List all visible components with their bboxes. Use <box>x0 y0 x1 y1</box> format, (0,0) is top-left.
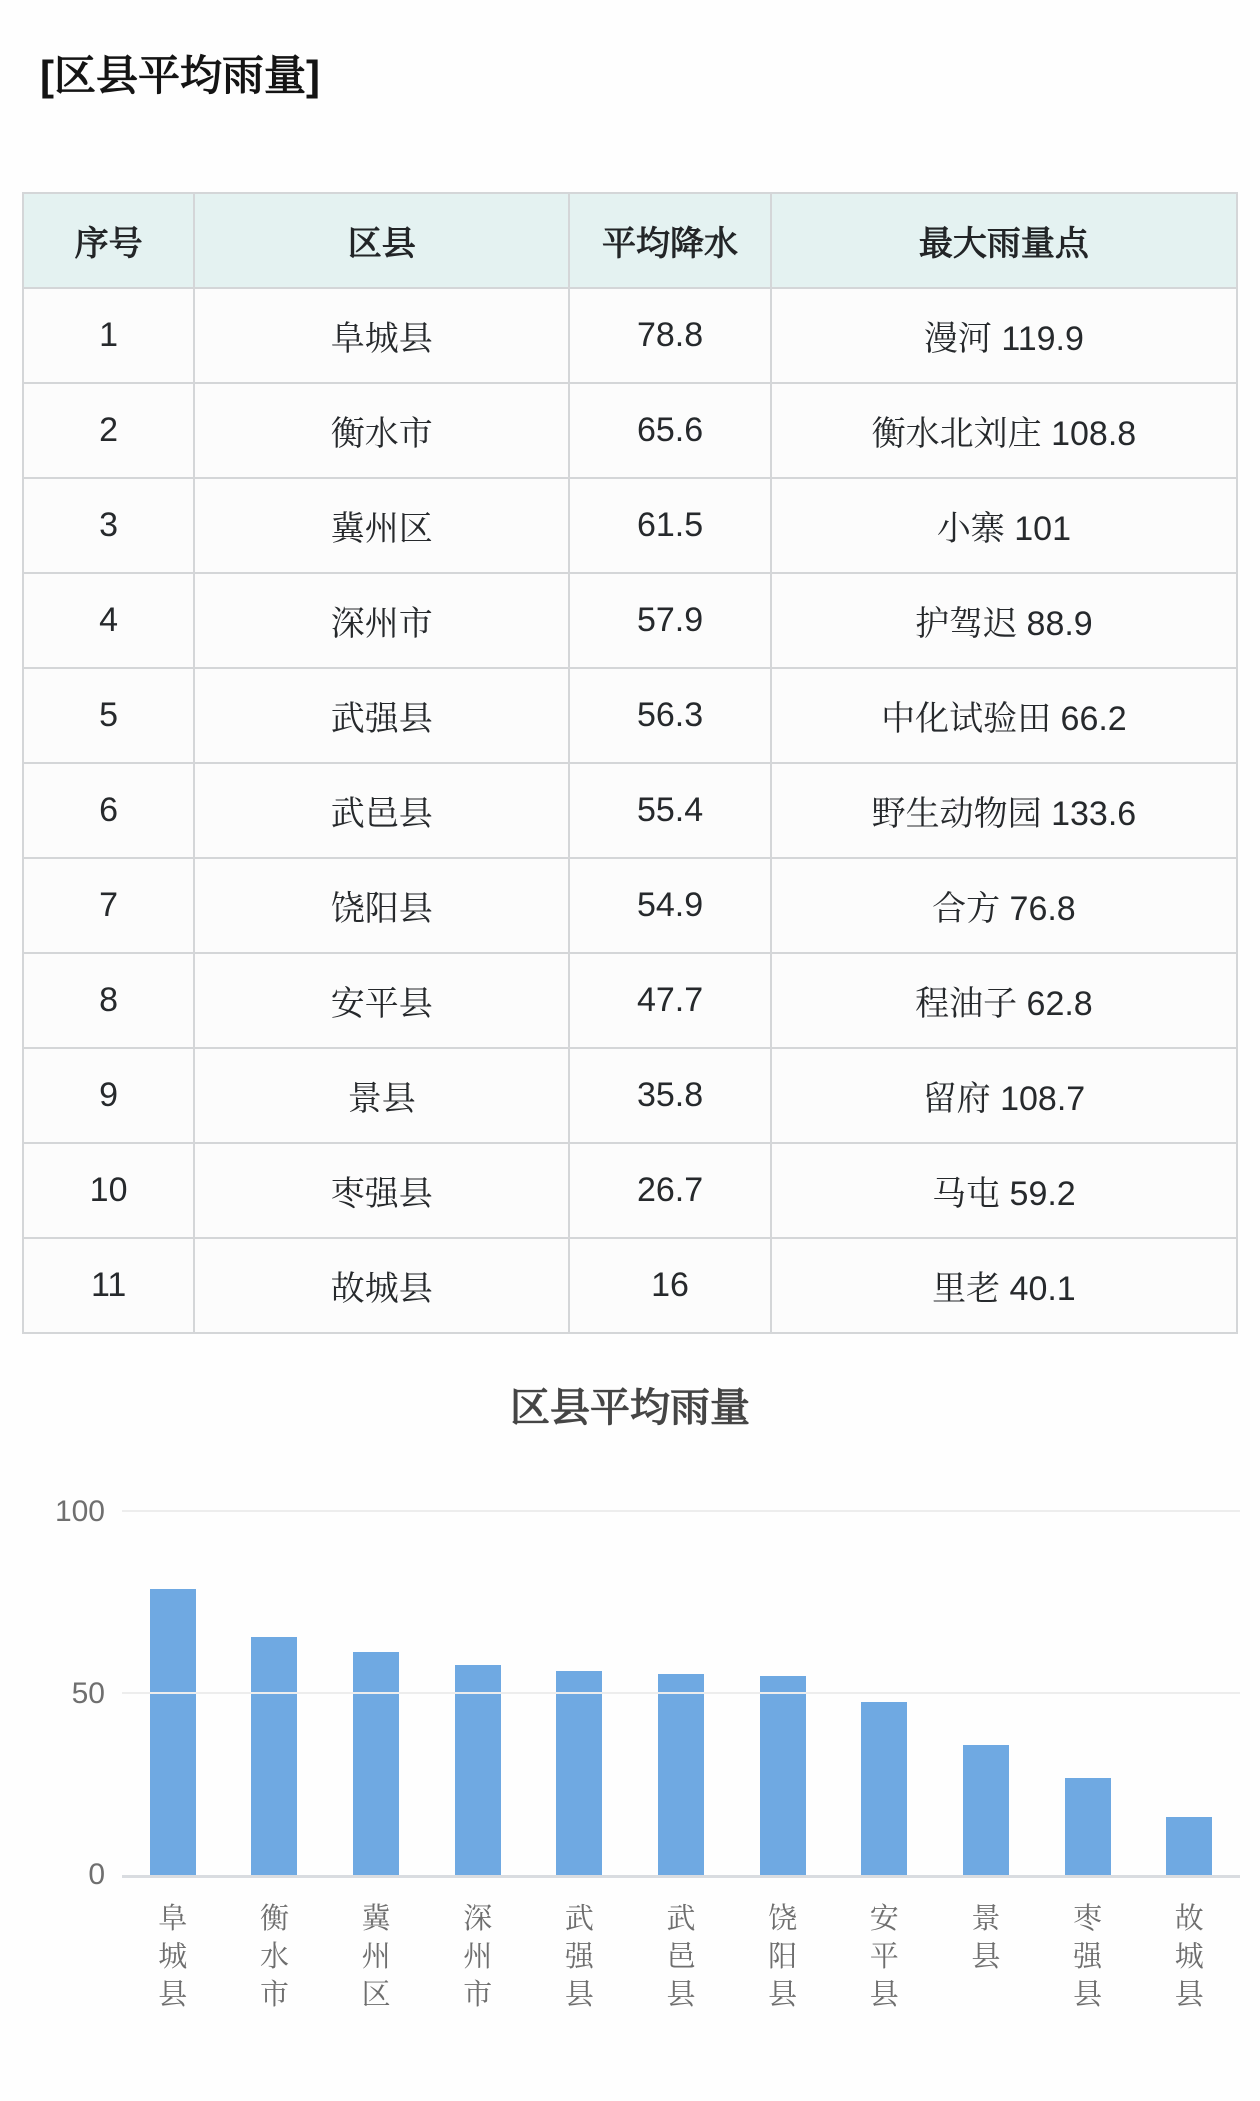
bar-slot <box>529 1512 631 1875</box>
x-label-slot <box>325 1900 427 2014</box>
bar-slot <box>732 1512 834 1875</box>
cell-index: 5 <box>23 668 194 763</box>
cell-max-point: 合方 76.8 <box>771 858 1237 953</box>
gridline <box>122 1692 1240 1694</box>
cell-index: 9 <box>23 1048 194 1143</box>
table-row <box>23 668 1237 763</box>
bar <box>1065 1778 1111 1875</box>
bar-slot <box>630 1512 732 1875</box>
cell-max-point: 衡水北刘庄 108.8 <box>771 383 1237 478</box>
x-axis-label: 安平县 <box>869 1903 899 2011</box>
cell-rainfall: 56.3 <box>569 668 771 763</box>
x-axis-label: 深州市 <box>463 1903 493 2011</box>
table-row <box>23 858 1237 953</box>
x-label-slot <box>630 1900 732 2014</box>
bar-chart-plot <box>54 1495 1240 1891</box>
cell-max-point: 里老 40.1 <box>771 1238 1237 1333</box>
bar <box>760 1676 806 1875</box>
x-label-slot <box>427 1900 529 2014</box>
bar-slot <box>1037 1512 1139 1875</box>
cell-rainfall: 65.6 <box>569 383 771 478</box>
cell-index: 6 <box>23 763 194 858</box>
header-cell-max-point: 最大雨量点 <box>771 193 1237 288</box>
bar <box>455 1665 501 1875</box>
cell-max-point: 留府 108.7 <box>771 1048 1237 1143</box>
table-row <box>23 288 1237 383</box>
x-label-slot <box>1037 1900 1139 2014</box>
bar <box>963 1745 1009 1875</box>
x-label-slot <box>833 1900 935 2014</box>
x-label-slot <box>935 1900 1037 2014</box>
cell-rainfall: 54.9 <box>569 858 771 953</box>
rainfall-table <box>22 192 1238 1334</box>
x-axis-label: 枣强县 <box>1073 1903 1103 2011</box>
cell-index: 4 <box>23 573 194 668</box>
cell-district: 衡水市 <box>194 383 569 478</box>
bar <box>353 1652 399 1875</box>
cell-district: 枣强县 <box>194 1143 569 1238</box>
table-row <box>23 1048 1237 1143</box>
y-axis-tick-label: 100 <box>54 1495 105 1528</box>
bar <box>150 1589 196 1875</box>
cell-max-point: 程油子 62.8 <box>771 953 1237 1048</box>
x-label-slot <box>1138 1900 1240 2014</box>
table-row <box>23 478 1237 573</box>
cell-district: 武邑县 <box>194 763 569 858</box>
cell-district: 冀州区 <box>194 478 569 573</box>
x-axis-label: 冀州区 <box>361 1903 391 2011</box>
x-axis-label: 阜城县 <box>158 1903 188 2011</box>
cell-rainfall: 55.4 <box>569 763 771 858</box>
table-row <box>23 1143 1237 1238</box>
table-row <box>23 763 1237 858</box>
bar-slot <box>325 1512 427 1875</box>
bar-slot <box>427 1512 529 1875</box>
bars-container <box>122 1512 1240 1875</box>
cell-index: 11 <box>23 1238 194 1333</box>
gridline <box>122 1510 1240 1512</box>
bar-slot <box>122 1512 224 1875</box>
table-body <box>23 288 1237 1333</box>
x-axis-label: 衡水市 <box>259 1903 289 2011</box>
table-header-row <box>23 193 1237 288</box>
cell-rainfall: 78.8 <box>569 288 771 383</box>
cell-rainfall: 57.9 <box>569 573 771 668</box>
cell-rainfall: 16 <box>569 1238 771 1333</box>
table-row <box>23 1238 1237 1333</box>
cell-rainfall: 26.7 <box>569 1143 771 1238</box>
x-label-slot <box>529 1900 631 2014</box>
page-title: [区县平均雨量] <box>40 52 320 99</box>
x-axis-label: 故城县 <box>1174 1903 1204 2011</box>
cell-index: 7 <box>23 858 194 953</box>
header-cell-rainfall: 平均降水 <box>569 193 771 288</box>
y-axis-tick-label: 0 <box>88 1858 105 1891</box>
cell-rainfall: 47.7 <box>569 953 771 1048</box>
table-row <box>23 573 1237 668</box>
table-row <box>23 953 1237 1048</box>
x-axis-label: 景县 <box>971 1903 1001 1973</box>
cell-district: 武强县 <box>194 668 569 763</box>
bar <box>861 1702 907 1875</box>
cell-rainfall: 35.8 <box>569 1048 771 1143</box>
cell-index: 10 <box>23 1143 194 1238</box>
cell-district: 深州市 <box>194 573 569 668</box>
cell-index: 2 <box>23 383 194 478</box>
cell-max-point: 漫河 119.9 <box>771 288 1237 383</box>
cell-max-point: 护驾迟 88.9 <box>771 573 1237 668</box>
bar-slot <box>833 1512 935 1875</box>
cell-district: 景县 <box>194 1048 569 1143</box>
bar-slot <box>224 1512 326 1875</box>
bar <box>556 1671 602 1875</box>
cell-district: 饶阳县 <box>194 858 569 953</box>
x-label-slot <box>122 1900 224 2014</box>
cell-index: 1 <box>23 288 194 383</box>
x-label-slot <box>732 1900 834 2014</box>
cell-max-point: 中化试验田 66.2 <box>771 668 1237 763</box>
x-axis-label: 武强县 <box>564 1903 594 2011</box>
cell-district: 安平县 <box>194 953 569 1048</box>
cell-rainfall: 61.5 <box>569 478 771 573</box>
x-label-slot <box>224 1900 326 2014</box>
x-axis-labels <box>122 1900 1240 2014</box>
cell-district: 阜城县 <box>194 288 569 383</box>
y-axis-tick-label: 50 <box>71 1676 105 1710</box>
cell-index: 3 <box>23 478 194 573</box>
cell-index: 8 <box>23 953 194 1048</box>
table-row <box>23 383 1237 478</box>
x-axis-label: 饶阳县 <box>768 1903 798 2011</box>
bar-slot <box>1138 1512 1240 1875</box>
chart-title: 区县平均雨量 <box>510 1386 750 1430</box>
bar <box>1166 1817 1212 1875</box>
cell-max-point: 野生动物园 133.6 <box>771 763 1237 858</box>
cell-max-point: 小寨 101 <box>771 478 1237 573</box>
x-axis-label: 武邑县 <box>666 1903 696 2011</box>
header-cell-index: 序号 <box>23 193 194 288</box>
cell-max-point: 马屯 59.2 <box>771 1143 1237 1238</box>
header-cell-district: 区县 <box>194 193 569 288</box>
cell-district: 故城县 <box>194 1238 569 1333</box>
bar-slot <box>935 1512 1037 1875</box>
bar <box>251 1637 297 1875</box>
bar <box>658 1674 704 1875</box>
